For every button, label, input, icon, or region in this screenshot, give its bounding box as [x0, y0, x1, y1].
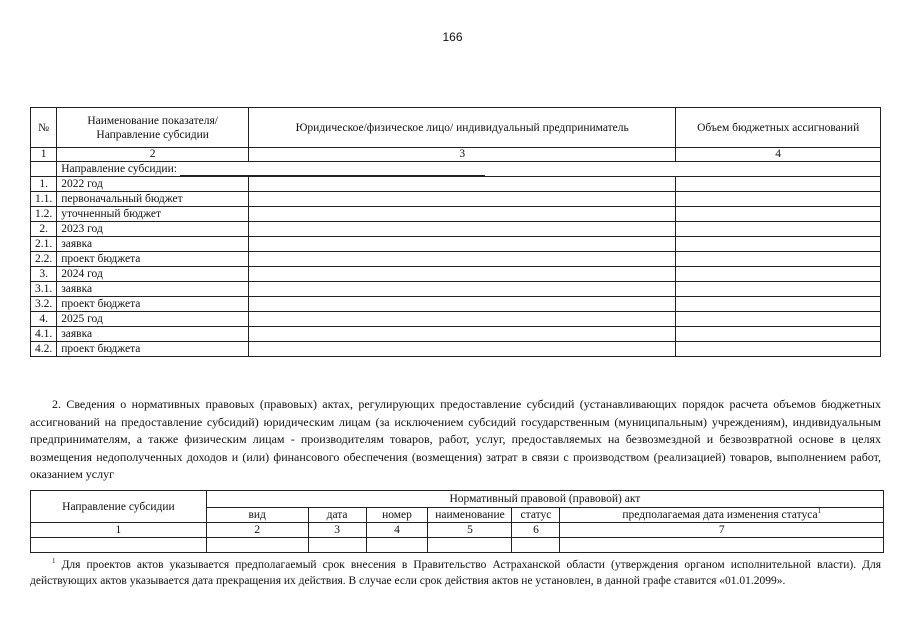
budget-cell [676, 282, 881, 297]
table-row [31, 297, 881, 312]
budget-cell [676, 252, 881, 267]
table-row [31, 267, 881, 282]
entity-cell [249, 177, 676, 192]
column-number: 3 [249, 148, 676, 162]
entity-cell [249, 267, 676, 282]
table-row [31, 222, 881, 237]
column-number: 3 [308, 523, 366, 538]
column-number: 7 [560, 523, 884, 538]
row-name: 2025 год [57, 312, 249, 327]
footnote-marker: 1 [817, 507, 822, 516]
table-row [31, 312, 881, 327]
row-name: 2022 год [57, 177, 249, 192]
column-number: 5 [428, 523, 512, 538]
row-number: 4.1. [31, 327, 57, 342]
row-name: первоначальный бюджет [57, 192, 249, 207]
header-direction: Направление субсидии [31, 491, 207, 523]
row-number: 1.1. [31, 192, 57, 207]
direction-label: Направление субсидии: [61, 163, 177, 175]
header-status: статус [512, 508, 560, 523]
table-row [31, 282, 881, 297]
table-row [31, 207, 881, 222]
row-number: 2.1. [31, 237, 57, 252]
row-number: 3.1. [31, 282, 57, 297]
entity-cell [249, 282, 676, 297]
row-name: проект бюджета [57, 252, 249, 267]
table-row [31, 177, 881, 192]
row-number: 1. [31, 177, 57, 192]
table-row [31, 252, 881, 267]
budget-allocations-table [30, 107, 881, 357]
header-budget-volume: Объем бюджетных ассигнований [676, 108, 881, 148]
budget-cell [676, 222, 881, 237]
budget-cell [676, 192, 881, 207]
budget-cell [676, 177, 881, 192]
column-number: 1 [31, 148, 57, 162]
table-row [31, 237, 881, 252]
section-2-text: 2. Сведения о нормативных правовых (правовых) актах, регулирующих предоставление субсидий (устанавливающих порядок расчета объемов бюджетных ассигнований на предоставление субсидий) юридическим лицам (за исключением субсидий государственным (муниципальным) учреждениям), индивидуальным предпринимателям, а также физическим лицам - производителям товаров, работ, услуг, предоставляемых на безвозмездной и безвозвратной основе в целях возмещения недополученных доходов и (или) финансового обеспечения (возмещения) затрат в связи с производством (реализацией) товаров, выполнением работ, оказанием услуг [30, 397, 881, 481]
row-name: заявка [57, 282, 249, 297]
row-name: 2023 год [57, 222, 249, 237]
table-header-row [31, 108, 881, 148]
row-name: заявка [57, 237, 249, 252]
row-number: 4.2. [31, 342, 57, 357]
row-name: уточненный бюджет [57, 207, 249, 222]
fill-in-line [180, 164, 485, 176]
entity-cell [249, 312, 676, 327]
table-header-row [31, 491, 884, 508]
legal-acts-table [30, 490, 884, 553]
table-row [31, 327, 881, 342]
row-number: 2.2. [31, 252, 57, 267]
header-legal-act: Нормативный правовой (правовой) акт [206, 491, 883, 508]
header-entity: Юридическое/физическое лицо/ индивидуальный предприниматель [249, 108, 676, 148]
table-row [31, 342, 881, 357]
table-row [31, 538, 884, 553]
entity-cell [249, 222, 676, 237]
header-number: № [31, 108, 57, 148]
budget-cell [676, 207, 881, 222]
entity-cell [249, 342, 676, 357]
footnote-text: Для проектов актов указывается предполагаемый срок внесения в Правительство Астраханской области (утверждения органом исполнительной власти). Для действующих актов указывается дата прекращения их действия. В случае если срок действия актов не установлен, в данной графе ставится «01.01.2099». [30, 559, 882, 587]
budget-cell [676, 237, 881, 252]
header-type: вид [206, 508, 308, 523]
entity-cell [249, 297, 676, 312]
footnote [30, 557, 881, 589]
column-numbers-row [31, 523, 884, 538]
budget-cell [676, 312, 881, 327]
entity-cell [249, 192, 676, 207]
table-row [31, 192, 881, 207]
column-numbers-row [31, 148, 881, 162]
header-expected-status-date: предполагаемая дата изменения статуса$^1$ [560, 508, 884, 523]
budget-cell [676, 342, 881, 357]
row-name: проект бюджета [57, 342, 249, 357]
column-number: 1 [31, 523, 207, 538]
header-number: номер [366, 508, 428, 523]
entity-cell [249, 207, 676, 222]
column-number: 4 [676, 148, 881, 162]
row-number: 3.2. [31, 297, 57, 312]
header-date: дата [308, 508, 366, 523]
row-name: 2024 год [57, 267, 249, 282]
row-number: 1.2. [31, 207, 57, 222]
row-name: проект бюджета [57, 297, 249, 312]
column-number: 2 [57, 148, 249, 162]
header-indicator-name: Наименование показателя/ Направление субсидии [57, 108, 249, 148]
row-name: заявка [57, 327, 249, 342]
budget-cell [676, 327, 881, 342]
column-number: 6 [512, 523, 560, 538]
entity-cell [249, 237, 676, 252]
row-number: 2. [31, 222, 57, 237]
entity-cell [249, 327, 676, 342]
budget-cell [676, 297, 881, 312]
budget-cell [676, 267, 881, 282]
row-number: 4. [31, 312, 57, 327]
section-2-paragraph [30, 396, 881, 484]
page-number: 166 [442, 30, 463, 44]
entity-cell [249, 252, 676, 267]
column-number: 4 [366, 523, 428, 538]
footnote-mark: 1 [52, 557, 56, 566]
direction-row [31, 162, 881, 177]
header-title: наименование [428, 508, 512, 523]
row-number: 3. [31, 267, 57, 282]
column-number: 2 [206, 523, 308, 538]
